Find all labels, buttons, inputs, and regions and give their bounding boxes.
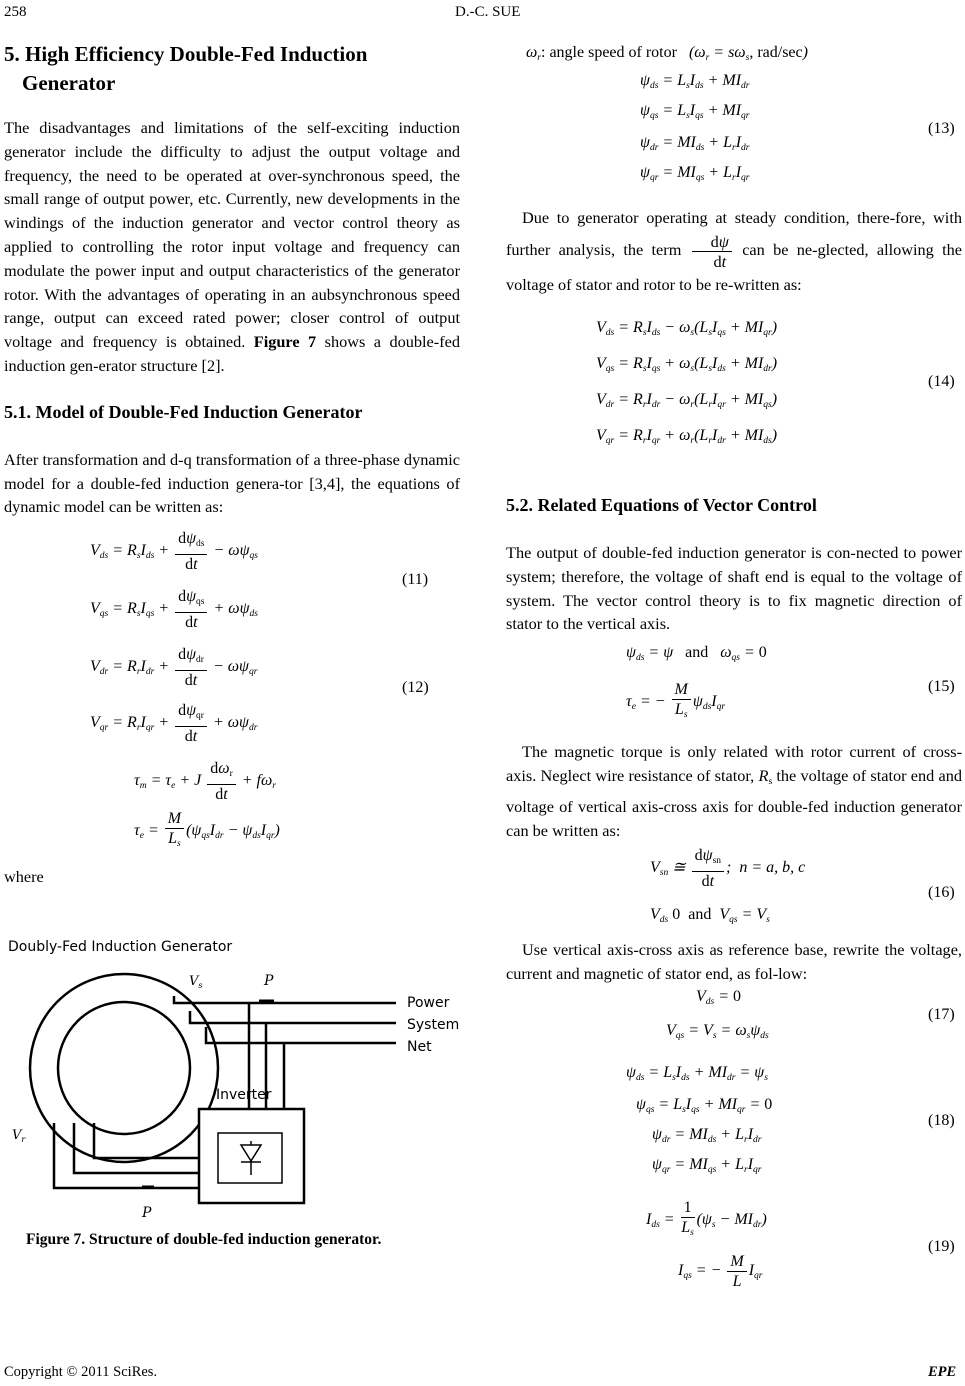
figure-7-diagram xyxy=(4,933,460,1223)
equations-17-19: $V_{ds} = 0$ $V_{qs} = V_s = \omega_s\psi_{ds}$ (17) $\psi_{ds} = L_sI_{ds} + MI_{dr} = \psi_s$ $\psi_{qs} = L_sI_{qs} + MI_{qr} = 0$ $\psi_{dr} = MI_{ds} + L_rI_{dr}$ $\psi_{qr} = MI_{qs} + L_rI_{qr}$ (18) $I_{ds}$ = $\frac{1}{L_s}$ $(\psi_s - MI_{dr})$ $I_{qs}$ = − $\frac{M}{L}$ $I_{qr}$ (19) xyxy=(626,987,955,1290)
section-5-paragraph: The disadvantages and limitations of the self-exciting induction generator include the difficulty to adjust the output voltage and frequency, the need to be operated at over-synchronous speed, the small range of output power, etc. Currently, new developments in the windings of the induction generator and vector control theory as applied to controlling the rotor input voltage and frequency can modulate the power input and output characteristics of the generator rotor. With the advantages of operating in an aubsynchronous speed range, output can exceed rated power; closer control of output voltage and frequency is obtained. Figure 7 shows a double-fed induction gen-erator structure [2]. xyxy=(4,118,460,375)
section-5-1-title: 5.1. Model of Double-Fed Induction Generator xyxy=(4,401,363,422)
journal-footer: EPE xyxy=(928,1364,957,1380)
net-label: Net xyxy=(407,1038,432,1055)
page-number: 258 xyxy=(4,4,27,20)
p-bottom-label: P xyxy=(142,1204,152,1221)
right-column xyxy=(506,40,962,1316)
power-label: Power xyxy=(407,994,450,1011)
p-top-label: P xyxy=(264,972,274,989)
steady-state-paragraph: Due to generator operating at steady condition, there-fore, with further analysis, the term $\frac{d\psi}{dt}$ can be ne-glected, allowing the voltage of stator and rotor to be re-written as: xyxy=(506,208,962,294)
equations-13: $\omega_r$: angle speed of rotor ($\omega_r = s\omega_s$, rad/sec) $\psi_{ds} = L_sI_{ds} + MI_{dr}$ $\psi_{qs} = L_sI_{qs} + MI_{qr}$ $\psi_{dr} = MI_{ds} + L_rI_{dr}$ $\psi_{qr} = MI_{qs} + L_rI_{qr}$ (13) xyxy=(526,44,955,183)
left-column xyxy=(4,40,460,1249)
equations-15: $\psi_{ds} = \psi$ and $\omega_{qs} = 0$ $\tau_e$ = − $\frac{M}{L_s}$ $\psi_{ds}I_{qr}$ (15) xyxy=(626,644,955,721)
figure-title: Doubly-Fed Induction Generator xyxy=(8,938,233,955)
section-5-2-paragraph: The output of double-fed induction generator is con-nected to power system; therefore, the voltage of shaft end is equal to the voltage of system. The vector control theory is to fix magnetic direction of stator to the vertical axis. xyxy=(506,543,962,634)
copyright-footer: Copyright © 2011 SciRes. xyxy=(4,1364,158,1380)
reference-base-paragraph: Use vertical axis-cross axis as reference base, rewrite the voltage, current and magnetic of stator end, as fol-low: xyxy=(506,940,962,984)
equations-14: $V_{ds} = R_sI_{ds} - \omega_s(L_sI_{qs} + MI_{qr})$ $V_{qs} = R_sI_{qs} + \omega_s(L_sI_{ds} + MI_{dr})$ $V_{dr} = R_rI_{dr} - \omega_r(L_rI_{qr} + MI_{qs})$ $V_{qr} = R_rI_{qr} + \omega_r(L_rI_{dr} + MI_{ds})$ (14) xyxy=(596,319,955,446)
section-5-1-paragraph: After transformation and d-q transformation of a three-phase dynamic model for a double-fed induction genera-tor [3,4], the equations of dynamic model can be written as: xyxy=(4,449,460,517)
equations-16: $V_{sn}$ ≅ $\frac{d\psi_{sn}}{dt}$ ; n = a, b, c $V_{ds}$ 0 and $V_{qs} = V_s$ (16) xyxy=(650,847,955,926)
running-author: D.-C. SUE xyxy=(455,4,521,20)
inverter-label: Inverter xyxy=(216,1086,272,1103)
section-5-2-title: 5.2. Related Equations of Vector Control xyxy=(506,495,817,515)
system-label: System xyxy=(407,1016,460,1033)
where-text: where xyxy=(4,867,44,887)
magnetic-torque-paragraph: The magnetic torque is only related with rotor current of cross-axis. Neglect wire resistance of stator, $R_s$ the voltage of stator end and voltage of vertical axis-cross axis for double-fed induction generator can be written as: xyxy=(506,742,962,840)
figure-7-caption: Figure 7. Structure of double-fed induction generator. xyxy=(26,1230,382,1248)
section-5-title: 5. High Efficiency Double-Fed Induction Generator xyxy=(4,42,368,95)
vr-label: $V_r$ xyxy=(12,1127,26,1144)
equations-11-12: $V_{ds} = R_sI_{ds}$ + $\frac{d\psi_{ds}}{dt}$ − $\omega\psi_{qs}$ $V_{qs} = R_sI_{qs}$ + $\frac{d\psi_{qs}}{dt}$ + $\omega\psi_{ds}$ (11) $V_{dr} = R_rI_{dr}$ + $\frac{d\psi_{dr}}{dt}$ − $\omega\psi_{qr}$ $V_{qr} = R_rI_{qr}$ + $\frac{d\psi_{qr}}{dt}$ + $\omega\psi_{dr}$ (12) $\tau_m = \tau_e + J$ $\frac{d\omega_r}{dt}$ + $f\omega_r$ $\tau_e$ = $\frac{M}{L_s}$ $(\psi_{qs}I_{dr} - \psi_{ds}I_{qr})$ xyxy=(90,530,429,850)
figure-7-ref: Figure 7 xyxy=(253,332,317,352)
vs-label: $V_s$ xyxy=(189,973,203,990)
